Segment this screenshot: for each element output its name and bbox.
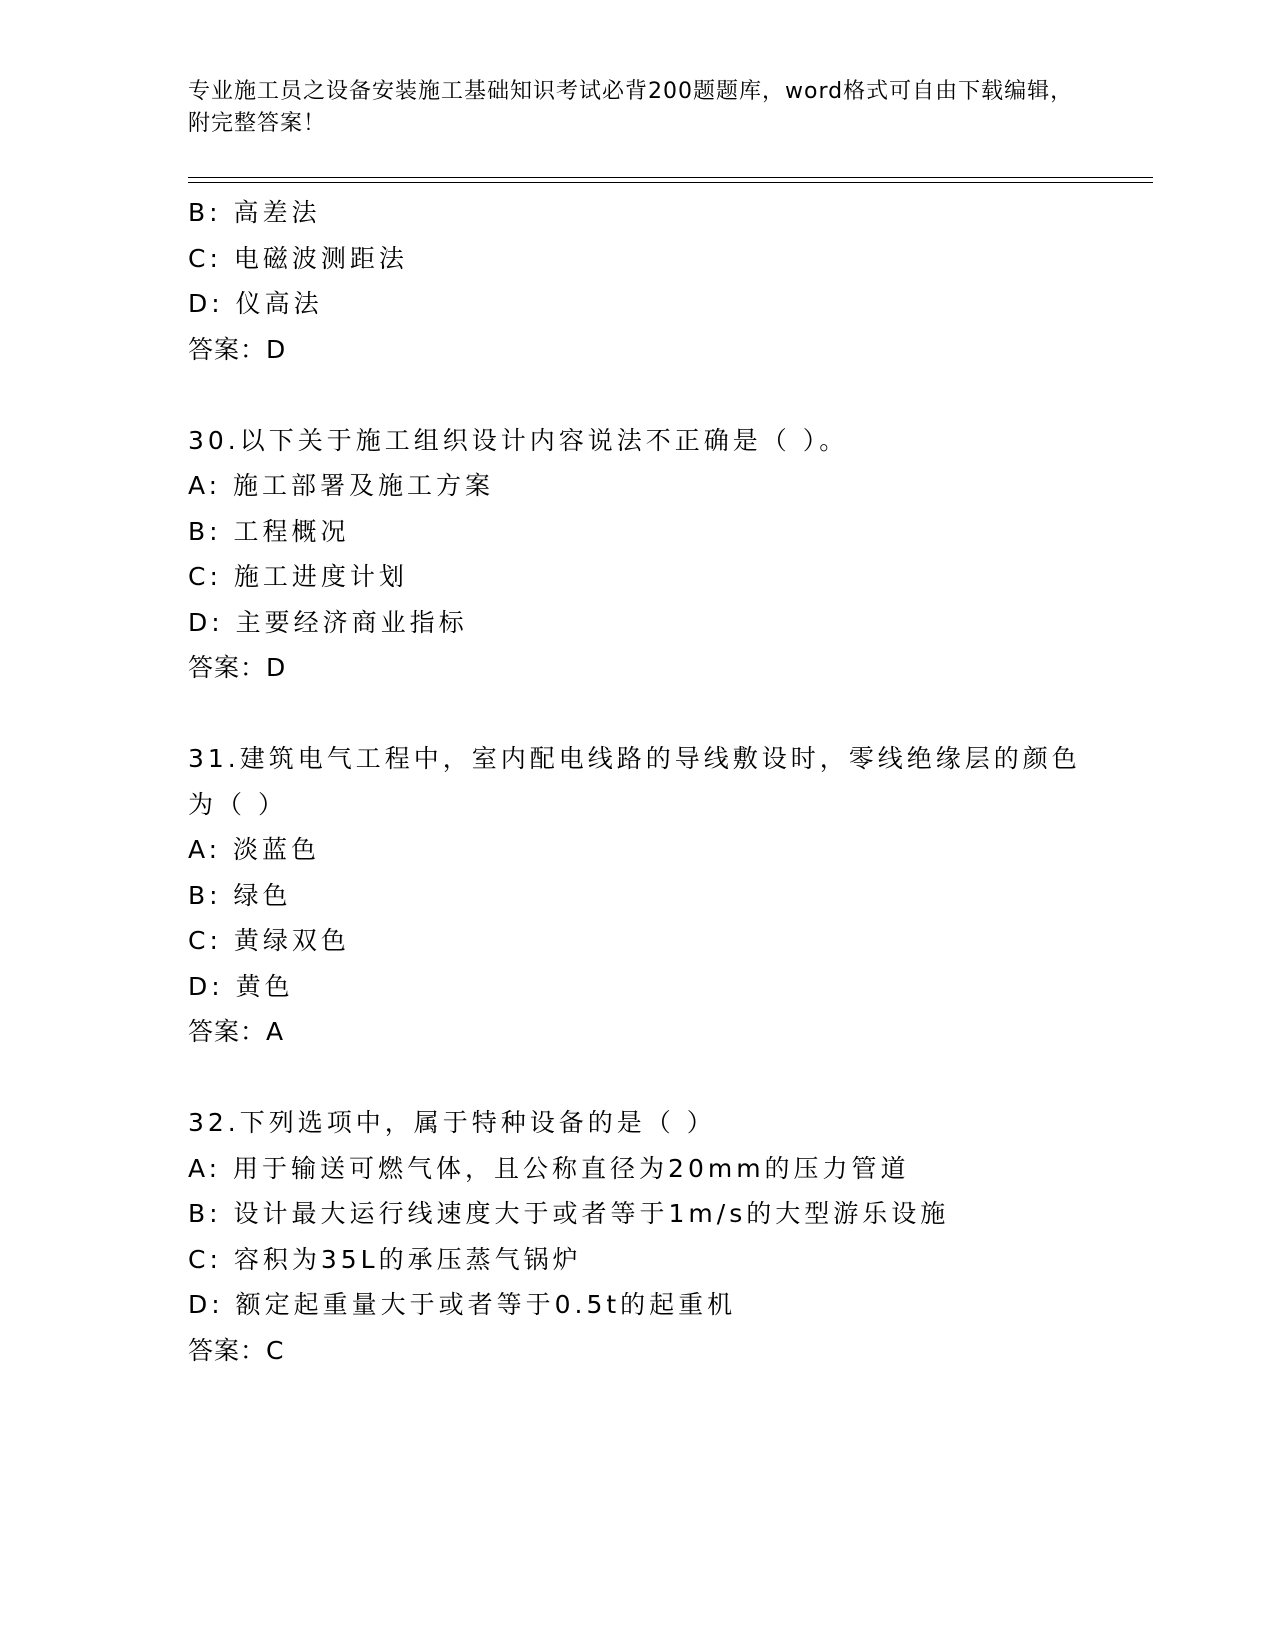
- question-29-continued: [188, 190, 1088, 372]
- question-32: [188, 1100, 1088, 1373]
- question-stem-continued: 为（ ）: [188, 789, 287, 819]
- answer: 答案：D: [188, 334, 287, 364]
- question-stem: 31.建筑电气工程中，室内配电线路的导线敷设时，零线绝缘层的颜色: [188, 744, 1081, 773]
- option-b: B: 工程概况: [188, 516, 350, 546]
- question-stem: 32.下列选项中，属于特种设备的是（ ）: [188, 1108, 716, 1137]
- option-c: C: 电磁波测距法: [188, 243, 408, 273]
- option-c: C: 施工进度计划: [188, 562, 408, 591]
- question-30: [188, 418, 1088, 691]
- answer: 答案：A: [188, 1017, 285, 1046]
- question-31: [188, 736, 1088, 1055]
- option-d: D: 主要经济商业指标: [188, 607, 468, 637]
- option-a: A: 淡蓝色: [188, 835, 321, 864]
- option-d: D: 黄色: [188, 971, 294, 1001]
- option-c: C: 黄绿双色: [188, 926, 350, 955]
- option-d: D: 仪高法: [188, 289, 323, 318]
- question-list: [188, 190, 1088, 1373]
- option-b: B: 绿色: [188, 880, 292, 910]
- document-header: 专业施工员之设备安装施工基础知识考试必背200题题库，word格式可自由下载编辑，附完整答案！: [188, 79, 1074, 136]
- option-b: B: 设计最大运行线速度大于或者等于1m/s的大型游乐设施: [188, 1199, 950, 1228]
- answer: 答案：C: [188, 1335, 285, 1365]
- option-d: D: 额定起重量大于或者等于0.5t的起重机: [188, 1290, 737, 1319]
- option-a: A: 施工部署及施工方案: [188, 471, 495, 500]
- option-b: B: 高差法: [188, 198, 321, 227]
- answer: 答案：D: [188, 653, 287, 682]
- header-divider: [188, 177, 1153, 183]
- option-a: A: 用于输送可燃气体，且公称直径为20mm的压力管道: [188, 1153, 910, 1183]
- option-c: C: 容积为35L的承压蒸气锅炉: [188, 1244, 582, 1274]
- question-stem: 30.以下关于施工组织设计内容说法不正确是（ ）。: [188, 425, 849, 455]
